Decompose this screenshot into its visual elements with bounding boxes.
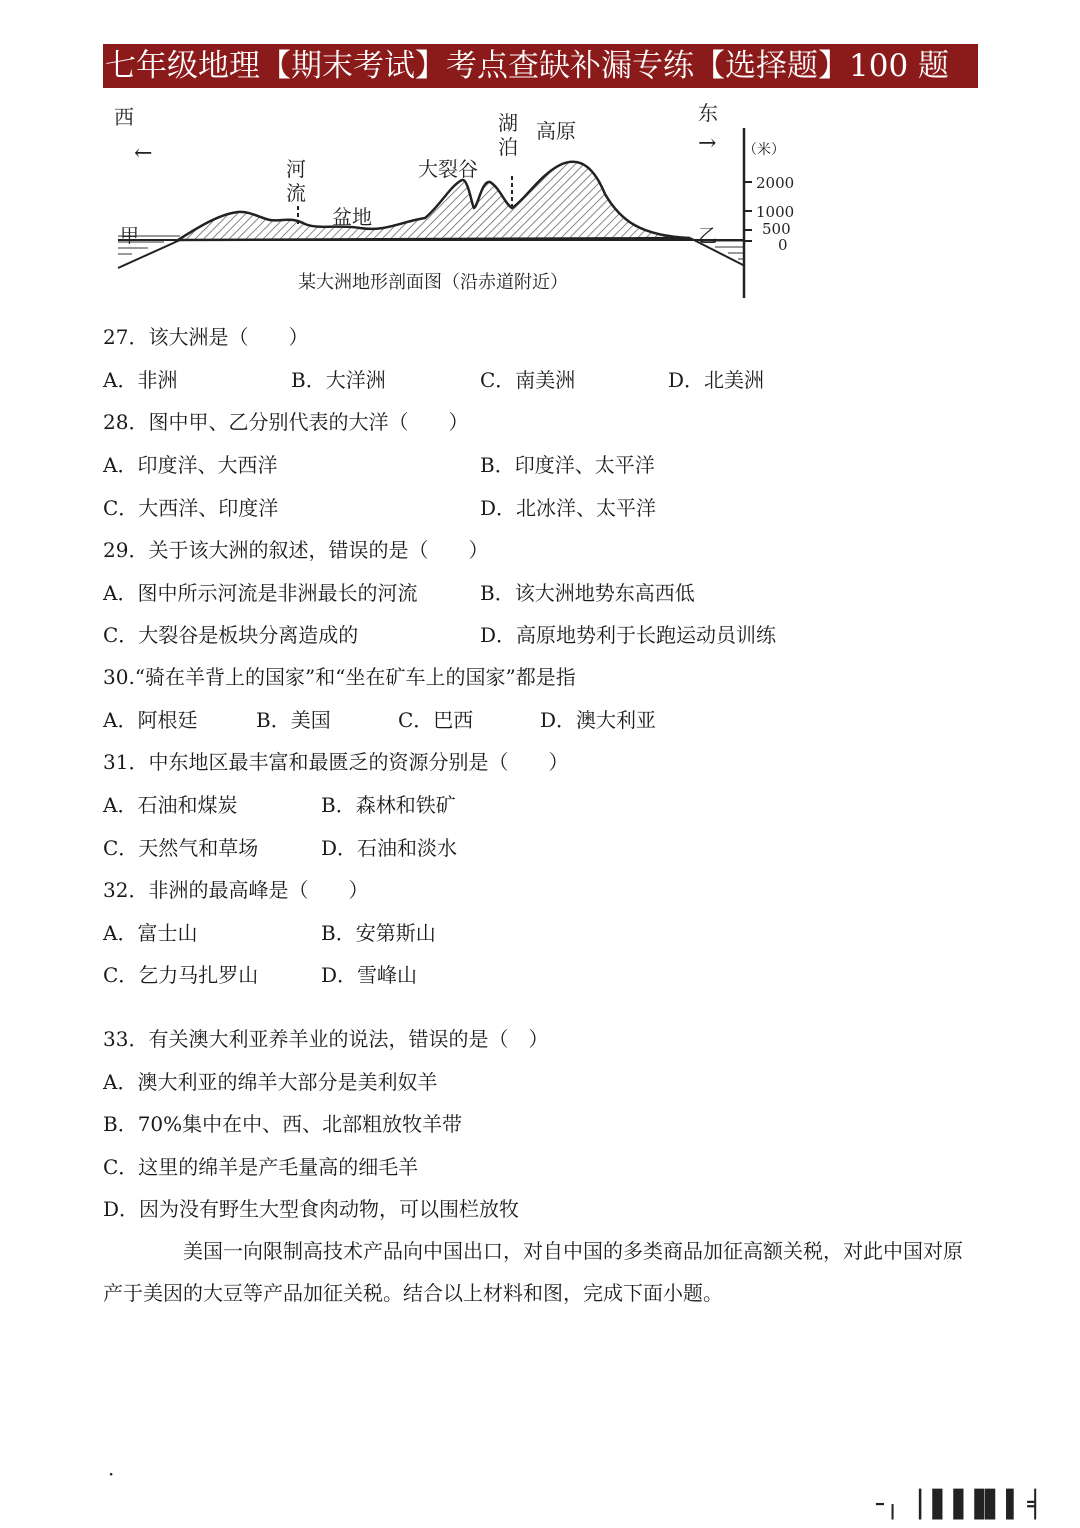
q27-option-a[interactable]: A．非洲 xyxy=(103,368,178,392)
q33-option-c[interactable]: C．这里的绵羊是产毛量高的细毛羊 xyxy=(103,1155,419,1179)
q28-option-c[interactable]: C．大西洋、印度洋 xyxy=(103,496,279,520)
q27-option-d[interactable]: D．北美洲 xyxy=(668,368,765,392)
river-label-2: 流 xyxy=(286,181,306,205)
q32-option-d[interactable]: D．雪峰山 xyxy=(321,963,418,987)
east-arrow-icon: → xyxy=(698,131,717,156)
question-27: 27．该大洲是（ ） xyxy=(103,325,309,349)
q32-option-c[interactable]: C．乞力马扎罗山 xyxy=(103,963,259,987)
q28-option-d[interactable]: D．北冰洋、太平洋 xyxy=(480,496,657,520)
rift-label: 大裂谷 xyxy=(418,157,478,181)
west-arrow-icon: ← xyxy=(134,141,153,166)
q30-option-c[interactable]: C．巴西 xyxy=(398,708,474,732)
q27-option-b[interactable]: B．大洋洲 xyxy=(291,368,386,392)
q28-option-a[interactable]: A．印度洋、大西洋 xyxy=(103,453,278,477)
q31-option-c[interactable]: C．天然气和草场 xyxy=(103,836,259,860)
q33-option-d[interactable]: D．因为没有野生大型食肉动物，可以围栏放牧 xyxy=(103,1197,520,1221)
q29-option-d[interactable]: D．高原地势利于长跑运动员训练 xyxy=(480,623,777,647)
footer-dot: · xyxy=(108,1462,115,1486)
question-31: 31．中东地区最丰富和最匮乏的资源分别是（ ） xyxy=(103,750,569,774)
q27-option-c[interactable]: C．南美洲 xyxy=(480,368,576,392)
q30-option-a[interactable]: A．阿根廷 xyxy=(103,708,198,732)
page-title: 七年级地理【期末考试】考点查缺补漏专练【选择题】100 题 xyxy=(103,44,978,88)
material-paragraph xyxy=(103,1230,978,1314)
basin-label: 盆地 xyxy=(332,205,372,229)
q30-option-b[interactable]: B．美国 xyxy=(256,708,331,732)
west-label: 西 xyxy=(114,105,134,129)
q30-option-d[interactable]: D．澳大利亚 xyxy=(540,708,657,732)
q29-option-b[interactable]: B．该大洲地势东高西低 xyxy=(480,581,695,605)
tick-500: 500 xyxy=(762,220,791,238)
q29-option-a[interactable]: A．图中所示河流是非洲最长的河流 xyxy=(103,581,418,605)
terrain-profile-svg xyxy=(100,96,820,306)
q31-option-d[interactable]: D．石油和淡水 xyxy=(321,836,458,860)
tick-0: 0 xyxy=(778,236,788,254)
lake-label-1: 湖 xyxy=(498,111,518,135)
q31-option-b[interactable]: B．森林和铁矿 xyxy=(321,793,456,817)
plateau-label: 高原 xyxy=(536,119,576,143)
q33-option-a[interactable]: A．澳大利亚的绵羊大部分是美利奴羊 xyxy=(103,1070,438,1094)
q33-option-b[interactable]: B．70%集中在中、西、北部粗放牧羊带 xyxy=(103,1112,463,1136)
jia-label: 甲 xyxy=(120,225,140,247)
question-32: 32．非洲的最高峰是（ ） xyxy=(103,878,369,902)
question-30: 30.“骑在羊背上的国家”和“坐在矿车上的国家”都是指 xyxy=(103,665,576,689)
question-33: 33．有关澳大利亚养羊业的说法，错误的是（ ） xyxy=(103,1027,549,1051)
q32-option-a[interactable]: A．富士山 xyxy=(103,921,198,945)
question-29: 29．关于该大洲的叙述，错误的是（ ） xyxy=(103,538,489,562)
tick-2000: 2000 xyxy=(756,174,795,192)
terrain-profile-figure xyxy=(100,96,820,306)
river-label-1: 河 xyxy=(286,157,306,181)
unit-label: （米） xyxy=(743,142,785,158)
q29-option-c[interactable]: C．大裂谷是板块分离造成的 xyxy=(103,623,359,647)
q32-option-b[interactable]: B．安第斯山 xyxy=(321,921,436,945)
material-text: 美国一向限制高技术产品向中国出口，对自中国的多类商品加征高额关税，对此中国对原产于美因的大豆等产品加征关税。结合以上材料和图，完成下面小题。 xyxy=(103,1239,963,1305)
lake-label-2: 泊 xyxy=(498,135,518,159)
east-label: 东 xyxy=(698,101,718,125)
tick-1000: 1000 xyxy=(756,203,795,221)
footer-decoration: ╶╷▕▐▐▐▌▍╡ xyxy=(868,1490,1044,1520)
q31-option-a[interactable]: A．石油和煤炭 xyxy=(103,793,238,817)
question-28: 28．图中甲、乙分别代表的大洋（ ） xyxy=(103,410,469,434)
yi-label: 乙 xyxy=(698,225,718,247)
figure-caption: 某大洲地形剖面图（沿赤道附近） xyxy=(298,272,568,293)
q28-option-b[interactable]: B．印度洋、太平洋 xyxy=(480,453,655,477)
